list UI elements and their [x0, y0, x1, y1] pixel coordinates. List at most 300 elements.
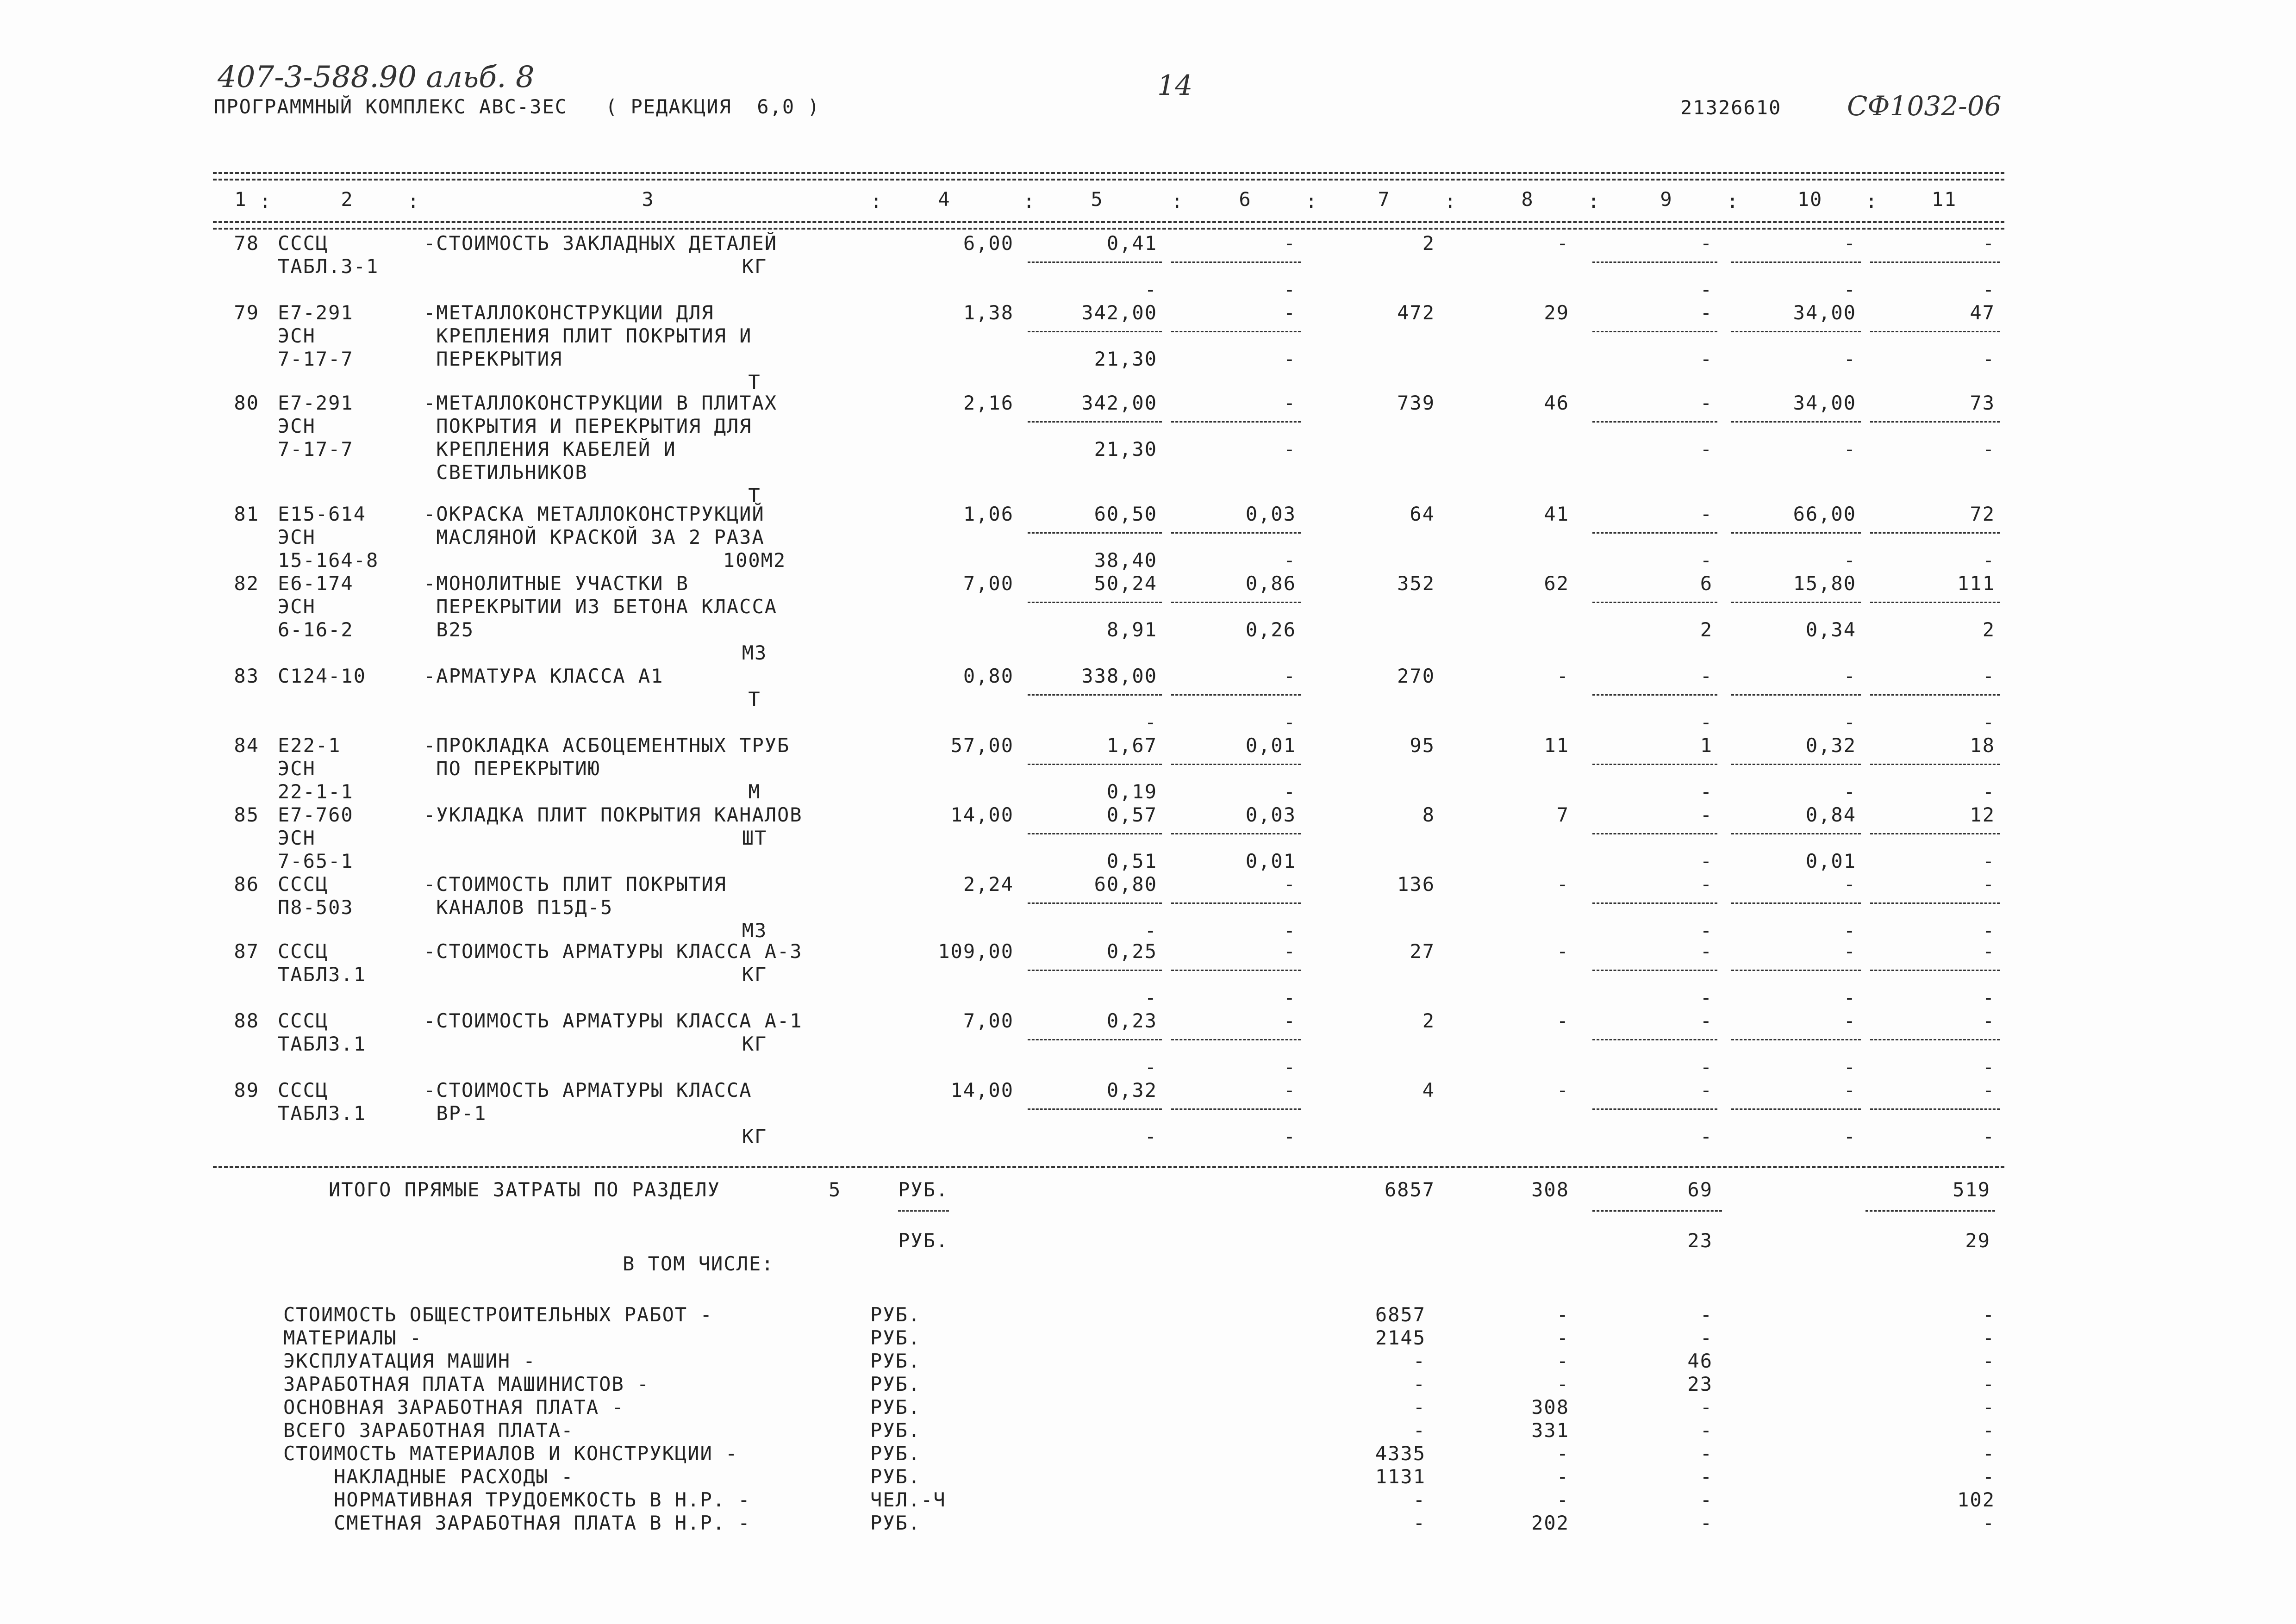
breakdown-col7: 4335: [1375, 1442, 1426, 1465]
totals-col9-sub: 23: [1687, 1229, 1713, 1252]
breakdown-col9: -: [1700, 1512, 1713, 1534]
col6-value: -: [1283, 232, 1296, 255]
col6-sub-value: -: [1283, 549, 1296, 572]
breakdown-col8: -: [1556, 1303, 1569, 1326]
serial-number: 21326610: [1680, 96, 1782, 119]
col7-value: 64: [1410, 503, 1435, 525]
col11-value: -: [1982, 940, 1995, 963]
col11-value: 111: [1957, 572, 1995, 595]
col5-value: 0,23: [1106, 1009, 1157, 1032]
breakdown-unit: РУБ.: [870, 1396, 921, 1419]
work-description: КРЕПЛЕНИЯ КАБЕЛЕЙ И: [424, 438, 676, 460]
col5-sub-value: 21,30: [1094, 348, 1157, 370]
quantity: 1,38: [963, 301, 1014, 324]
col11-divider: [1870, 902, 2000, 904]
col10-sub-value: 0,01: [1805, 850, 1856, 872]
work-description: -УКЛАДКА ПЛИТ ПОКРЫТИЯ КАНАЛОВ: [424, 803, 803, 826]
col9-divider: [1592, 764, 1717, 765]
col6-sub-value: -: [1283, 780, 1296, 803]
col8-value: -: [1556, 665, 1569, 687]
breakdown-col11: 102: [1957, 1488, 1995, 1511]
col9-divider: [1592, 421, 1717, 423]
col9-sub-value: -: [1700, 348, 1713, 370]
breakdown-col11: -: [1982, 1465, 1995, 1488]
column-separator: :: [1444, 190, 1456, 212]
unit-of-measure: 100М2: [723, 549, 786, 572]
col9-value: -: [1700, 232, 1713, 255]
col5-sub-value: -: [1144, 278, 1157, 301]
totals-unit: РУБ.: [898, 1178, 949, 1201]
work-description: ВР-1: [424, 1102, 487, 1125]
breakdown-col7: 6857: [1375, 1303, 1426, 1326]
col11-divider: [1870, 764, 2000, 765]
col9-sub-value: -: [1700, 919, 1713, 942]
col9-divider: [1592, 694, 1717, 696]
col6-value: 0,03: [1245, 503, 1296, 525]
col11-sub-value: -: [1982, 1125, 1995, 1148]
col11-divider: [1870, 421, 2000, 423]
column-separator: :: [1305, 190, 1317, 212]
breakdown-col9: -: [1700, 1488, 1713, 1511]
breakdown-label: СТОИМОСТЬ МАТЕРИАЛОВ И КОНСТРУКЦИИ -: [283, 1442, 738, 1465]
col10-divider: [1731, 331, 1861, 332]
column-header-3: 3: [642, 188, 655, 211]
col10-value: -: [1843, 1079, 1856, 1101]
col7-value: 8: [1422, 803, 1435, 826]
col9-sub-value: -: [1700, 278, 1713, 301]
totals-label: ИТОГО ПРЯМЫЕ ЗАТРАТЫ ПО РАЗДЕЛУ: [329, 1178, 720, 1201]
document-code: 407-3-588.90 альб. 8: [218, 60, 535, 94]
col11-sub-value: -: [1982, 986, 1995, 1009]
col11-divider: [1870, 1039, 2000, 1040]
col11-value: 73: [1970, 392, 1995, 414]
totals-section: 5: [829, 1178, 842, 1201]
column-header-1: 1: [234, 188, 247, 211]
unit-of-measure: М3: [742, 641, 767, 664]
col8-value: -: [1556, 940, 1569, 963]
col11-sub-value: -: [1982, 919, 1995, 942]
quantity: 6,00: [963, 232, 1014, 255]
col5-value: 60,50: [1094, 503, 1157, 525]
col5-divider: [1028, 261, 1162, 263]
col6-divider: [1171, 421, 1301, 423]
col10-divider: [1731, 602, 1861, 603]
col10-divider: [1731, 261, 1861, 263]
col10-sub-value: -: [1843, 438, 1856, 460]
col10-divider: [1731, 902, 1861, 904]
norm-code: ТАБЛ.3-1: [278, 255, 379, 278]
norm-code: 15-164-8: [278, 549, 379, 572]
col5-divider: [1028, 764, 1162, 765]
col6-sub-value: 0,01: [1245, 850, 1296, 872]
col10-sub-value: -: [1843, 278, 1856, 301]
col5-sub-value: -: [1144, 711, 1157, 734]
col5-sub-value: 0,19: [1106, 780, 1157, 803]
col10-sub-value: -: [1843, 549, 1856, 572]
col8-value: 62: [1544, 572, 1569, 595]
col5-value: 342,00: [1081, 392, 1157, 414]
col11-sub-value: -: [1982, 438, 1995, 460]
col9-value: -: [1700, 873, 1713, 896]
col9-sub-value: -: [1700, 986, 1713, 1009]
breakdown-col7: 2145: [1375, 1326, 1426, 1349]
work-description: МАСЛЯНОЙ КРАСКОЙ ЗА 2 РАЗА: [424, 526, 765, 548]
breakdown-col7: 1131: [1375, 1465, 1426, 1488]
totals-col8: 308: [1531, 1178, 1569, 1201]
table-top-rule-2: [213, 179, 2004, 180]
col5-divider: [1028, 833, 1162, 834]
col5-value: 0,57: [1106, 803, 1157, 826]
col9-value: -: [1700, 803, 1713, 826]
work-description: -СТОИМОСТЬ АРМАТУРЫ КЛАССА А-1: [424, 1009, 803, 1032]
row-number: 80: [234, 392, 259, 414]
col11-divider: [1870, 970, 2000, 971]
col10-value: 0,32: [1805, 734, 1856, 757]
row-number: 88: [234, 1009, 259, 1032]
norm-code: Е6-174: [278, 572, 354, 595]
breakdown-label: МАТЕРИАЛЫ -: [283, 1326, 423, 1349]
norm-code: Е7-291: [278, 392, 354, 414]
col6-value: -: [1283, 873, 1296, 896]
col10-sub-value: -: [1843, 780, 1856, 803]
column-header-2: 2: [341, 188, 354, 211]
column-separator: :: [870, 190, 882, 212]
breakdown-unit: РУБ.: [870, 1419, 921, 1442]
norm-code: СССЦ: [278, 1009, 329, 1032]
totals-col9: 69: [1687, 1178, 1713, 1201]
norm-code: ЭСН: [278, 827, 316, 849]
col11-divider: [1870, 1108, 2000, 1110]
col11-divider: [1870, 331, 2000, 332]
col9-value: -: [1700, 503, 1713, 525]
work-description: ПО ПЕРЕКРЫТИЮ: [424, 757, 601, 780]
quantity: 2,24: [963, 873, 1014, 896]
col8-value: 46: [1544, 392, 1569, 414]
breakdown-col11: -: [1982, 1396, 1995, 1419]
col5-sub-value: -: [1144, 1125, 1157, 1148]
work-description: -АРМАТУРА КЛАССА А1: [424, 665, 664, 687]
quantity: 57,00: [950, 734, 1014, 757]
col5-sub-value: 0,51: [1106, 850, 1157, 872]
breakdown-col8: -: [1556, 1326, 1569, 1349]
col10-divider: [1731, 532, 1861, 534]
col11-sub-value: -: [1982, 1056, 1995, 1078]
col9-sub-value: -: [1700, 711, 1713, 734]
work-description: -ПРОКЛАДКА АСБОЦЕМЕНТНЫХ ТРУБ: [424, 734, 790, 757]
work-description: ПОКРЫТИЯ И ПЕРЕКРЫТИЯ ДЛЯ: [424, 415, 752, 437]
col6-value: -: [1283, 1079, 1296, 1101]
col6-divider: [1171, 261, 1301, 263]
col6-divider: [1171, 1108, 1301, 1110]
norm-code: 6-16-2: [278, 618, 354, 641]
col9-value: -: [1700, 665, 1713, 687]
totals-unit-2: РУБ.: [898, 1229, 949, 1252]
row-number: 82: [234, 572, 259, 595]
col11-value: -: [1982, 873, 1995, 896]
col6-sub-value: -: [1283, 278, 1296, 301]
breakdown-col11: -: [1982, 1373, 1995, 1395]
col9-value: -: [1700, 392, 1713, 414]
column-header-10: 10: [1797, 188, 1823, 211]
row-number: 84: [234, 734, 259, 757]
col10-value: -: [1843, 873, 1856, 896]
breakdown-col7: -: [1413, 1396, 1426, 1419]
table-top-rule: [213, 172, 2004, 174]
col5-value: 1,67: [1106, 734, 1157, 757]
col10-sub-value: -: [1843, 711, 1856, 734]
work-description: -МЕТАЛЛОКОНСТРУКЦИИ ДЛЯ: [424, 301, 714, 324]
breakdown-col9: -: [1700, 1396, 1713, 1419]
column-separator: :: [1588, 190, 1600, 212]
work-description: -МОНОЛИТНЫЕ УЧАСТКИ В: [424, 572, 689, 595]
col11-sub-value: -: [1982, 278, 1995, 301]
col11-value: -: [1982, 232, 1995, 255]
col6-value: -: [1283, 1009, 1296, 1032]
col5-value: 0,25: [1106, 940, 1157, 963]
breakdown-col9: -: [1700, 1419, 1713, 1442]
column-header-5: 5: [1091, 188, 1104, 211]
breakdown-col11: -: [1982, 1326, 1995, 1349]
norm-code: 22-1-1: [278, 780, 354, 803]
norm-code: ЭСН: [278, 757, 316, 780]
col6-divider: [1171, 1039, 1301, 1040]
breakdown-unit: РУБ.: [870, 1350, 921, 1372]
including-label: В ТОМ ЧИСЛЕ:: [623, 1252, 774, 1275]
col6-divider: [1171, 532, 1301, 534]
header-bottom-rule: [213, 221, 2004, 223]
breakdown-col11: -: [1982, 1512, 1995, 1534]
totals-col9-divider: [1592, 1210, 1722, 1212]
col6-divider: [1171, 902, 1301, 904]
col6-value: -: [1283, 940, 1296, 963]
col10-sub-value: 0,34: [1805, 618, 1856, 641]
work-description: В25: [424, 618, 474, 641]
col9-divider: [1592, 902, 1717, 904]
breakdown-label: ВСЕГО ЗАРАБОТНАЯ ПЛАТА-: [283, 1419, 574, 1442]
col6-divider: [1171, 694, 1301, 696]
col9-divider: [1592, 532, 1717, 534]
col5-sub-value: -: [1144, 986, 1157, 1009]
col9-sub-value: -: [1700, 780, 1713, 803]
col6-sub-value: -: [1283, 711, 1296, 734]
row-number: 89: [234, 1079, 259, 1101]
breakdown-unit: РУБ.: [870, 1512, 921, 1534]
col11-divider: [1870, 833, 2000, 834]
col5-sub-value: 8,91: [1106, 618, 1157, 641]
col6-sub-value: -: [1283, 1125, 1296, 1148]
column-header-9: 9: [1660, 188, 1673, 211]
breakdown-col7: -: [1413, 1419, 1426, 1442]
col5-value: 60,80: [1094, 873, 1157, 896]
norm-code: ЭСН: [278, 324, 316, 347]
unit-of-measure: ШТ: [742, 827, 767, 849]
col10-sub-value: -: [1843, 986, 1856, 1009]
totals-col11-sub: 29: [1965, 1229, 1990, 1252]
col5-divider: [1028, 1039, 1162, 1040]
col10-value: -: [1843, 665, 1856, 687]
work-description: -СТОИМОСТЬ ПЛИТ ПОКРЫТИЯ: [424, 873, 727, 896]
col6-sub-value: -: [1283, 348, 1296, 370]
col10-sub-value: -: [1843, 348, 1856, 370]
col11-value: -: [1982, 1079, 1995, 1101]
quantity: 14,00: [950, 1079, 1014, 1101]
norm-code: 7-17-7: [278, 438, 354, 460]
col7-value: 739: [1397, 392, 1435, 414]
col8-value: -: [1556, 1079, 1569, 1101]
breakdown-col8: 308: [1531, 1396, 1569, 1419]
col5-value: 0,41: [1106, 232, 1157, 255]
work-description: -СТОИМОСТЬ ЗАКЛАДНЫХ ДЕТАЛЕЙ: [424, 232, 778, 255]
col7-value: 95: [1410, 734, 1435, 757]
col9-divider: [1592, 331, 1717, 332]
col11-value: -: [1982, 1009, 1995, 1032]
breakdown-label: СМЕТНАЯ ЗАРАБОТНАЯ ПЛАТА В Н.Р. -: [283, 1512, 751, 1534]
col11-divider: [1870, 602, 2000, 603]
breakdown-col9: -: [1700, 1303, 1713, 1326]
breakdown-label: НОРМАТИВНАЯ ТРУДОЕМКОСТЬ В Н.Р. -: [283, 1488, 751, 1511]
col5-divider: [1028, 1108, 1162, 1110]
col8-value: -: [1556, 232, 1569, 255]
col11-divider: [1870, 694, 2000, 696]
col11-value: 12: [1970, 803, 1995, 826]
col7-value: 2: [1422, 1009, 1435, 1032]
col11-divider: [1870, 532, 2000, 534]
breakdown-label: СТОИМОСТЬ ОБЩЕСТРОИТЕЛЬНЫХ РАБОТ -: [283, 1303, 713, 1326]
col5-value: 338,00: [1081, 665, 1157, 687]
col7-value: 136: [1397, 873, 1435, 896]
row-number: 81: [234, 503, 259, 525]
col10-divider: [1731, 833, 1861, 834]
col10-sub-value: -: [1843, 1125, 1856, 1148]
norm-code: ТАБЛ3.1: [278, 1102, 367, 1125]
quantity: 2,16: [963, 392, 1014, 414]
work-description: -МЕТАЛЛОКОНСТРУКЦИИ В ПЛИТАХ: [424, 392, 778, 414]
col5-divider: [1028, 532, 1162, 534]
norm-code: СССЦ: [278, 232, 329, 255]
col7-value: 352: [1397, 572, 1435, 595]
col9-sub-value: -: [1700, 1056, 1713, 1078]
col7-value: 2: [1422, 232, 1435, 255]
col6-value: -: [1283, 392, 1296, 414]
col8-value: 11: [1544, 734, 1569, 757]
col11-sub-value: -: [1982, 780, 1995, 803]
col5-value: 0,32: [1106, 1079, 1157, 1101]
column-header-4: 4: [938, 188, 951, 211]
col11-sub-value: -: [1982, 348, 1995, 370]
breakdown-unit: РУБ.: [870, 1442, 921, 1465]
col7-value: 270: [1397, 665, 1435, 687]
work-description: КАНАЛОВ П15Д-5: [424, 896, 613, 919]
work-description: -СТОИМОСТЬ АРМАТУРЫ КЛАССА: [424, 1079, 752, 1101]
breakdown-col8: -: [1556, 1442, 1569, 1465]
norm-code: СССЦ: [278, 873, 329, 896]
col10-divider: [1731, 764, 1861, 765]
breakdown-unit: РУБ.: [870, 1465, 921, 1488]
column-separator: :: [1023, 190, 1035, 212]
totals-col7: 6857: [1384, 1178, 1435, 1201]
work-description: ПЕРЕКРЫТИИ ИЗ БЕТОНА КЛАССА: [424, 595, 778, 618]
quantity: 7,00: [963, 572, 1014, 595]
breakdown-label: НАКЛАДНЫЕ РАСХОДЫ -: [283, 1465, 574, 1488]
breakdown-unit: РУБ.: [870, 1326, 921, 1349]
col8-value: 7: [1556, 803, 1569, 826]
quantity: 109,00: [938, 940, 1014, 963]
breakdown-col8: -: [1556, 1488, 1569, 1511]
norm-code: П8-503: [278, 896, 354, 919]
col5-value: 342,00: [1081, 301, 1157, 324]
work-description: -ОКРАСКА МЕТАЛЛОКОНСТРУКЦИЙ: [424, 503, 765, 525]
col9-value: -: [1700, 1079, 1713, 1101]
col9-divider: [1592, 602, 1717, 603]
col6-sub-value: -: [1283, 986, 1296, 1009]
col10-divider: [1731, 1108, 1861, 1110]
norm-code: Е22-1: [278, 734, 341, 757]
col11-value: 47: [1970, 301, 1995, 324]
breakdown-col11: -: [1982, 1303, 1995, 1326]
col6-sub-value: -: [1283, 438, 1296, 460]
col10-value: 0,84: [1805, 803, 1856, 826]
norm-code: СССЦ: [278, 940, 329, 963]
col9-value: -: [1700, 1009, 1713, 1032]
unit-of-measure: М3: [742, 919, 767, 942]
breakdown-col8: 202: [1531, 1512, 1569, 1534]
col9-divider: [1592, 970, 1717, 971]
quantity: 0,80: [963, 665, 1014, 687]
unit-of-measure: КГ: [742, 963, 767, 986]
col9-divider: [1592, 833, 1717, 834]
col7-value: 4: [1422, 1079, 1435, 1101]
breakdown-label: ЭКСПЛУАТАЦИЯ МАШИН -: [283, 1350, 536, 1372]
breakdown-col9: -: [1700, 1465, 1713, 1488]
column-separator: :: [1171, 190, 1183, 212]
breakdown-col7: -: [1413, 1350, 1426, 1372]
col6-value: -: [1283, 301, 1296, 324]
col11-sub-value: -: [1982, 549, 1995, 572]
col11-sub-value: -: [1982, 850, 1995, 872]
col6-value: 0,03: [1245, 803, 1296, 826]
col8-value: -: [1556, 1009, 1569, 1032]
row-number: 86: [234, 873, 259, 896]
norm-code: ТАБЛ3.1: [278, 1033, 367, 1055]
norm-code: ЭСН: [278, 595, 316, 618]
col9-sub-value: -: [1700, 438, 1713, 460]
work-description: ПЕРЕКРЫТИЯ: [424, 348, 563, 370]
col10-sub-value: -: [1843, 919, 1856, 942]
col5-sub-value: -: [1144, 1056, 1157, 1078]
col6-sub-value: -: [1283, 1056, 1296, 1078]
col6-divider: [1171, 331, 1301, 332]
breakdown-col9: 23: [1687, 1373, 1713, 1395]
col9-value: 6: [1700, 572, 1713, 595]
table-bottom-rule: [213, 1166, 2004, 1168]
row-number: 78: [234, 232, 259, 255]
col6-value: 0,01: [1245, 734, 1296, 757]
stamp-code: СФ1032-06: [1847, 90, 2002, 122]
norm-code: 7-17-7: [278, 348, 354, 370]
col5-sub-value: 21,30: [1094, 438, 1157, 460]
unit-of-measure: КГ: [742, 1033, 767, 1055]
norm-code: СССЦ: [278, 1079, 329, 1101]
col6-sub-value: 0,26: [1245, 618, 1296, 641]
norm-code: Е7-291: [278, 301, 354, 324]
header-bottom-rule-2: [213, 228, 2004, 230]
quantity: 7,00: [963, 1009, 1014, 1032]
col9-sub-value: -: [1700, 1125, 1713, 1148]
breakdown-col8: -: [1556, 1465, 1569, 1488]
col5-value: 50,24: [1094, 572, 1157, 595]
breakdown-col9: -: [1700, 1326, 1713, 1349]
col9-value: 1: [1700, 734, 1713, 757]
